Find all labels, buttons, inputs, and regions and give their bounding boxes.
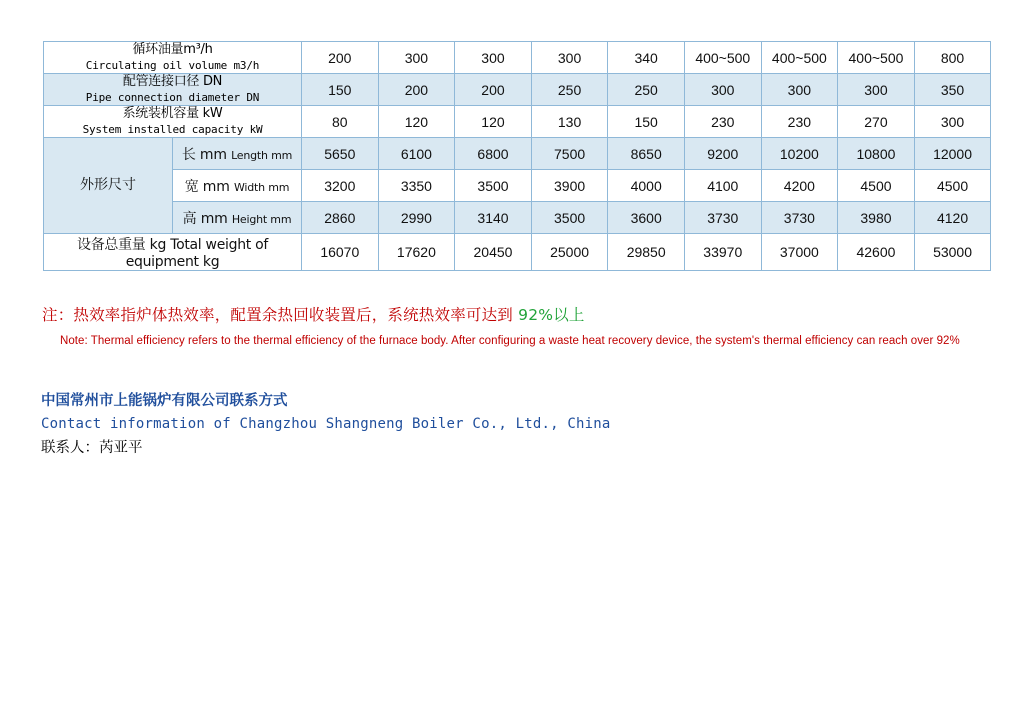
table-row xyxy=(44,106,991,138)
cell-value: 130 xyxy=(531,106,608,138)
cell-value: 37000 xyxy=(761,234,838,271)
cell-value: 10200 xyxy=(761,138,838,170)
cell-value: 230 xyxy=(761,106,838,138)
cell-value: 4120 xyxy=(914,202,991,234)
cell-value: 3140 xyxy=(455,202,532,234)
note-english: Note: Thermal efficiency refers to the thermal efficiency of the furnace body. After configuring a waste heat recovery device, the system's thermal efficiency can reach over 92% xyxy=(60,335,960,347)
cell-value: 4500 xyxy=(838,170,915,202)
cell-value: 200 xyxy=(378,74,455,106)
cell-value: 9200 xyxy=(684,138,761,170)
cell-value: 3730 xyxy=(761,202,838,234)
cell-value: 200 xyxy=(302,42,379,74)
cell-value: 400~500 xyxy=(838,42,915,74)
cell-value: 3730 xyxy=(684,202,761,234)
table-row xyxy=(44,42,991,74)
cell-value: 800 xyxy=(914,42,991,74)
cell-value: 300 xyxy=(684,74,761,106)
cell-value: 4000 xyxy=(608,170,685,202)
cell-value: 300 xyxy=(914,106,991,138)
cell-value: 300 xyxy=(531,42,608,74)
cell-value: 300 xyxy=(761,74,838,106)
row-label-width: 宽 mm Width mm xyxy=(173,170,302,202)
contact-person: 联系人：芮亚平 xyxy=(41,440,143,457)
cell-value: 3600 xyxy=(608,202,685,234)
cell-value: 150 xyxy=(302,74,379,106)
cell-value: 3900 xyxy=(531,170,608,202)
cell-value: 230 xyxy=(684,106,761,138)
cell-value: 42600 xyxy=(838,234,915,271)
table-row xyxy=(44,170,991,202)
cell-value: 270 xyxy=(838,106,915,138)
cell-value: 300 xyxy=(378,42,455,74)
cell-value: 300 xyxy=(455,42,532,74)
cell-value: 250 xyxy=(608,74,685,106)
cell-value: 3500 xyxy=(455,170,532,202)
cell-value: 6800 xyxy=(455,138,532,170)
contact-block xyxy=(41,391,611,459)
row-label-circulating-oil-volume: 循环油量m³/h Circulating oil volume m3/h xyxy=(44,42,302,74)
cell-value: 250 xyxy=(531,74,608,106)
note-chinese-prefix: 注：热效率指炉体热效率，配置余热回收装置后，系统热效率可达到 xyxy=(42,306,519,324)
cell-value: 3980 xyxy=(838,202,915,234)
cell-value: 20450 xyxy=(455,234,532,271)
contact-company-english: Contact information of Changzhou Shangneng Boiler Co., Ltd., China xyxy=(41,416,611,433)
note-highlight-efficiency: 92% xyxy=(518,306,554,324)
cell-value: 3200 xyxy=(302,170,379,202)
row-label-system-installed-capacity: 系统装机容量 kW System installed capacity kW xyxy=(44,106,302,138)
cell-value: 300 xyxy=(838,74,915,106)
specification-table xyxy=(43,41,991,271)
cell-value: 7500 xyxy=(531,138,608,170)
cell-value: 200 xyxy=(455,74,532,106)
cell-value: 3500 xyxy=(531,202,608,234)
cell-value: 33970 xyxy=(684,234,761,271)
cell-value: 5650 xyxy=(302,138,379,170)
row-label-height: 高 mm Height mm xyxy=(173,202,302,234)
table-row xyxy=(44,234,991,271)
cell-value: 120 xyxy=(378,106,455,138)
cell-value: 4100 xyxy=(684,170,761,202)
contact-company-chinese: 中国常州市上能锅炉有限公司联系方式 xyxy=(41,393,288,409)
cell-value: 12000 xyxy=(914,138,991,170)
cell-value: 120 xyxy=(455,106,532,138)
cell-value: 25000 xyxy=(531,234,608,271)
note-chinese xyxy=(42,303,585,325)
cell-value: 3350 xyxy=(378,170,455,202)
cell-value: 150 xyxy=(608,106,685,138)
row-label-length: 长 mm Length mm xyxy=(173,138,302,170)
cell-value: 340 xyxy=(608,42,685,74)
cell-value: 16070 xyxy=(302,234,379,271)
cell-value: 17620 xyxy=(378,234,455,271)
note-chinese-suffix: 以上 xyxy=(553,306,585,324)
cell-value: 6100 xyxy=(378,138,455,170)
table-row xyxy=(44,202,991,234)
row-label-overall-dimensions: 外形尺寸 xyxy=(44,138,173,234)
cell-value: 53000 xyxy=(914,234,991,271)
cell-value: 29850 xyxy=(608,234,685,271)
row-label-pipe-connection-diameter: 配管连接口径 DN Pipe connection diameter DN xyxy=(44,74,302,106)
cell-value: 400~500 xyxy=(684,42,761,74)
cell-value: 4500 xyxy=(914,170,991,202)
table-row xyxy=(44,74,991,106)
cell-value: 4200 xyxy=(761,170,838,202)
cell-value: 8650 xyxy=(608,138,685,170)
cell-value: 10800 xyxy=(838,138,915,170)
row-label-total-weight: 设备总重量 kg Total weight of equipment kg xyxy=(44,234,302,271)
cell-value: 2990 xyxy=(378,202,455,234)
cell-value: 400~500 xyxy=(761,42,838,74)
cell-value: 80 xyxy=(302,106,379,138)
cell-value: 2860 xyxy=(302,202,379,234)
table-row xyxy=(44,138,991,170)
cell-value: 350 xyxy=(914,74,991,106)
